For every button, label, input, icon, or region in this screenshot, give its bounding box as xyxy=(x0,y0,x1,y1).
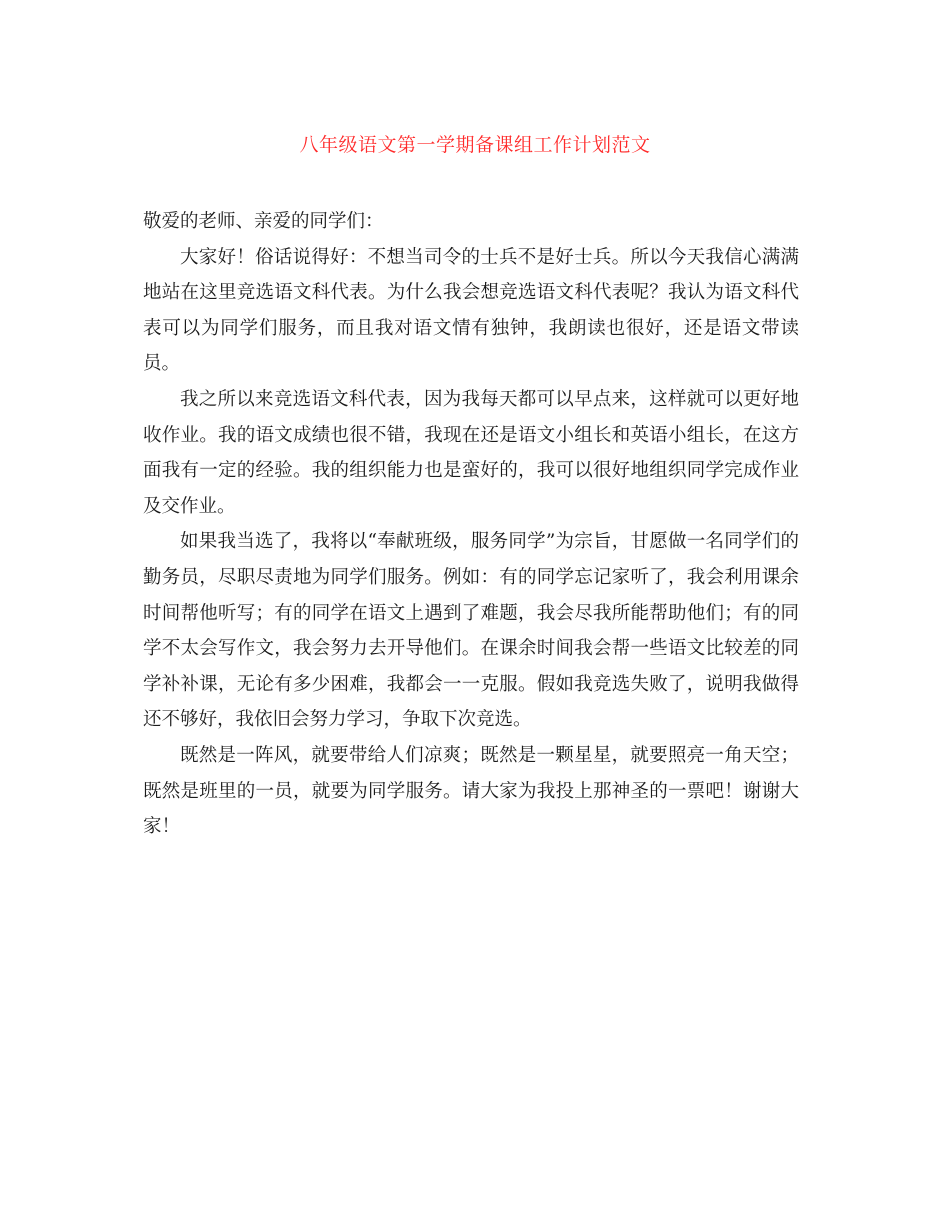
paragraph-2: 我之所以来竞选语文科代表，因为我每天都可以早点来，这样就可以更好地收作业。我的语文成绩也很不错，我现在还是语文小组长和英语小组长，在这方面我有一定的经验。我的组织能力也是蛮好的，我可以很好地组织同学完成作业及交作业。 xyxy=(143,388,799,517)
document-title: 八年级语文第一学期备课组工作计划范文 xyxy=(299,134,651,156)
document-body xyxy=(143,204,799,845)
paragraph-1: 大家好！俗话说得好：不想当司令的士兵不是好士兵。所以今天我信心满满地站在这里竞选语文科代表。为什么我会想竞选语文科代表呢？我认为语文科代表可以为同学们服务，而且我对语文情有独钟，我朗读也很好，还是语文带读员。 xyxy=(143,246,799,375)
paragraph-3: 如果我当选了，我将以“奉献班级，服务同学”为宗旨，甘愿做一名同学们的勤务员，尽职尽责地为同学们服务。例如：有的同学忘记家听了，我会利用课余时间帮他听写；有的同学在语文上遇到了难题，我会尽我所能帮助他们；有的同学不太会写作文，我会努力去开导他们。在课余时间我会帮一些语文比较差的同学补补课，无论有多少困难，我都会一一克服。假如我竞选失败了，说明我做得还不够好，我依旧会努力学习，争取下次竞选。 xyxy=(143,531,799,731)
greeting: 敬爱的老师、亲爱的同学们： xyxy=(143,211,384,232)
paragraph-4: 既然是一阵风，就要带给人们凉爽；既然是一颗星星，就要照亮一角天空；既然是班里的一员，就要为同学服务。请大家为我投上那神圣的一票吧！谢谢大家！ xyxy=(143,744,799,838)
